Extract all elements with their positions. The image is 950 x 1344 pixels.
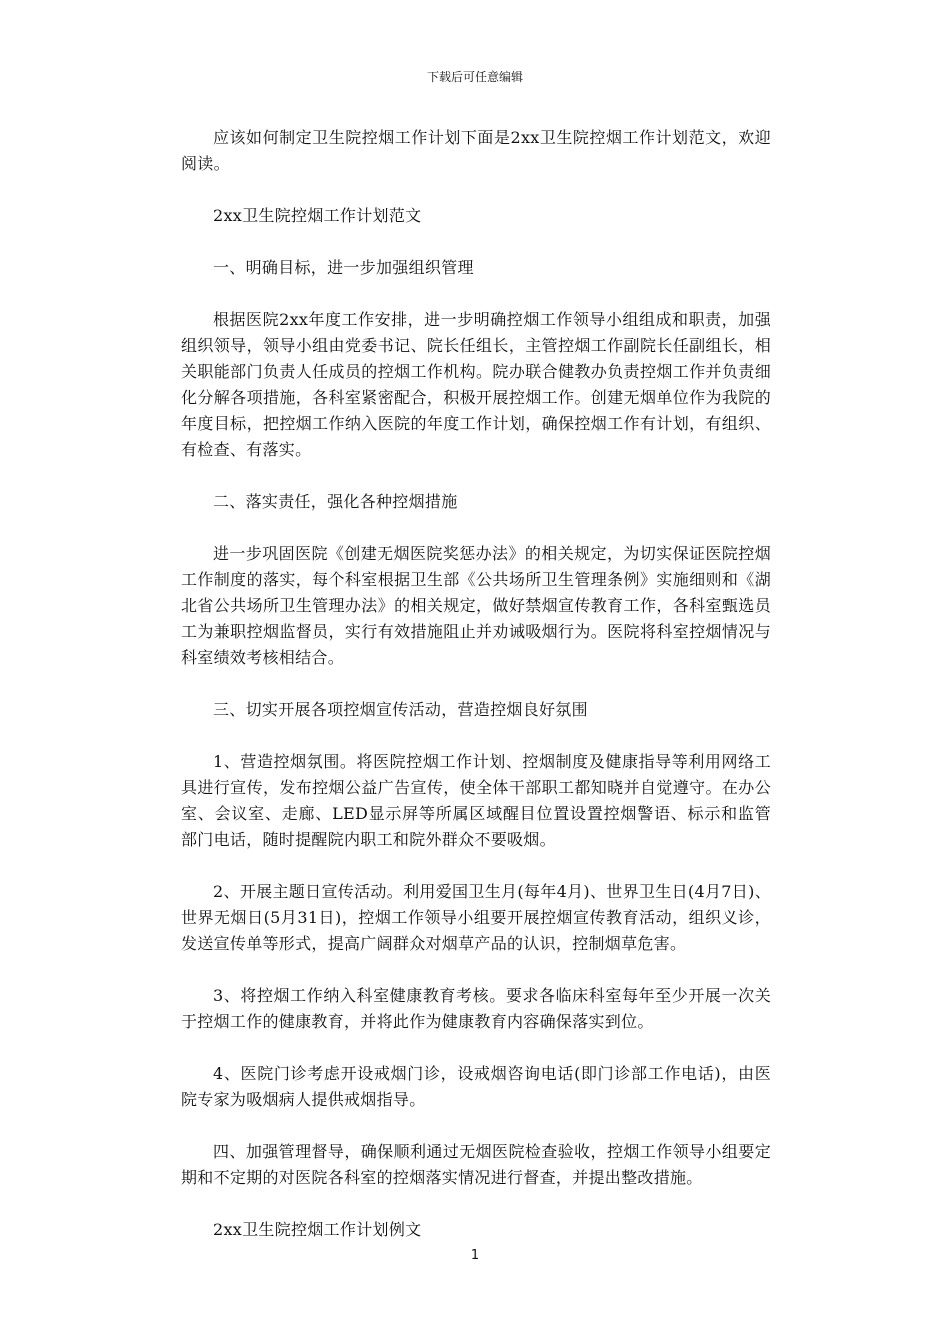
section-2-heading: 二、落实责任，强化各种控烟措施 xyxy=(213,492,458,511)
page-number: 1 xyxy=(470,1248,480,1263)
section-3-item-2: 2、开展主题日宣传活动。利用爱国卫生月(每年4月)、世界卫生日(4月7日)、世界无烟日(5月31日)，控烟工作领导小组要开展控烟宣传教育活动，组织义诊，发送宣传单等形式，提高广阔群众对烟草产品的认识，控制烟草危害。 xyxy=(181,882,771,953)
section-2-body: 进一步巩固医院《创建无烟医院奖惩办法》的相关规定，为切实保证医院控烟工作制度的落实，每个科室根据卫生部《公共场所卫生管理条例》实施细则和《湖北省公共场所卫生管理办法》的相关规定，做好禁烟宣传教育工作，各科室甄选员工为兼职控烟监督员，实行有效措施阻止并劝诫吸烟行为。医院将科室控烟情况与科室绩效考核相结合。 xyxy=(181,544,771,667)
document-title: 2xx卫生院控烟工作计划范文 xyxy=(213,206,422,225)
section-4-paragraph: 四、加强管理督导，确保顺利通过无烟医院检查验收，控烟工作领导小组要定期和不定期的对医院各科室的控烟落实情况进行督查，并提出整改措施。 xyxy=(181,1142,771,1187)
section-3-item-3: 3、将控烟工作纳入科室健康教育考核。要求各临床科室每年至少开展一次关于控烟工作的健康教育，并将此作为健康教育内容确保落实到位。 xyxy=(181,986,771,1031)
intro-paragraph: 应该如何制定卫生院控烟工作计划下面是2xx卫生院控烟工作计划范文，欢迎阅读。 xyxy=(181,128,771,173)
section-1-body: 根据医院2xx年度工作安排，进一步明确控烟工作领导小组组成和职责，加强组织领导，领导小组由党委书记、院长任组长，主管控烟工作副院长任副组长，相关职能部门负责人任成员的控烟工作机构。院办联合健教办负责控烟工作并负责细化分解各项措施，各科室紧密配合，积极开展控烟工作。创建无烟单位作为我院的年度目标，把控烟工作纳入医院的年度工作计划，确保控烟工作有计划，有组织、有检查、有落实。 xyxy=(181,310,771,459)
section-3-heading: 三、切实开展各项控烟宣传活动，营造控烟良好氛围 xyxy=(213,700,588,719)
section-3-item-1: 1、营造控烟氛围。将医院控烟工作计划、控烟制度及健康指导等利用网络工具进行宣传，发布控烟公益广告宣传，使全体干部职工都知晓并自觉遵守。在办公室、会议室、走廊、LED显示屏等所属区域醒目位置设置控烟警语、标示和监管部门电话，随时提醒院内职工和院外群众不要吸烟。 xyxy=(181,752,771,849)
section-3-item-4: 4、医院门诊考虑开设戒烟门诊，设戒烟咨询电话(即门诊部工作电话)，由医院专家为吸烟病人提供戒烟指导。 xyxy=(181,1064,771,1109)
page-header: 下载后可任意编辑 xyxy=(426,70,523,84)
section-1-heading: 一、明确目标，进一步加强组织管理 xyxy=(213,258,474,277)
document-body xyxy=(181,125,771,1269)
example-title: 2xx卫生院控烟工作计划例文 xyxy=(213,1220,422,1239)
